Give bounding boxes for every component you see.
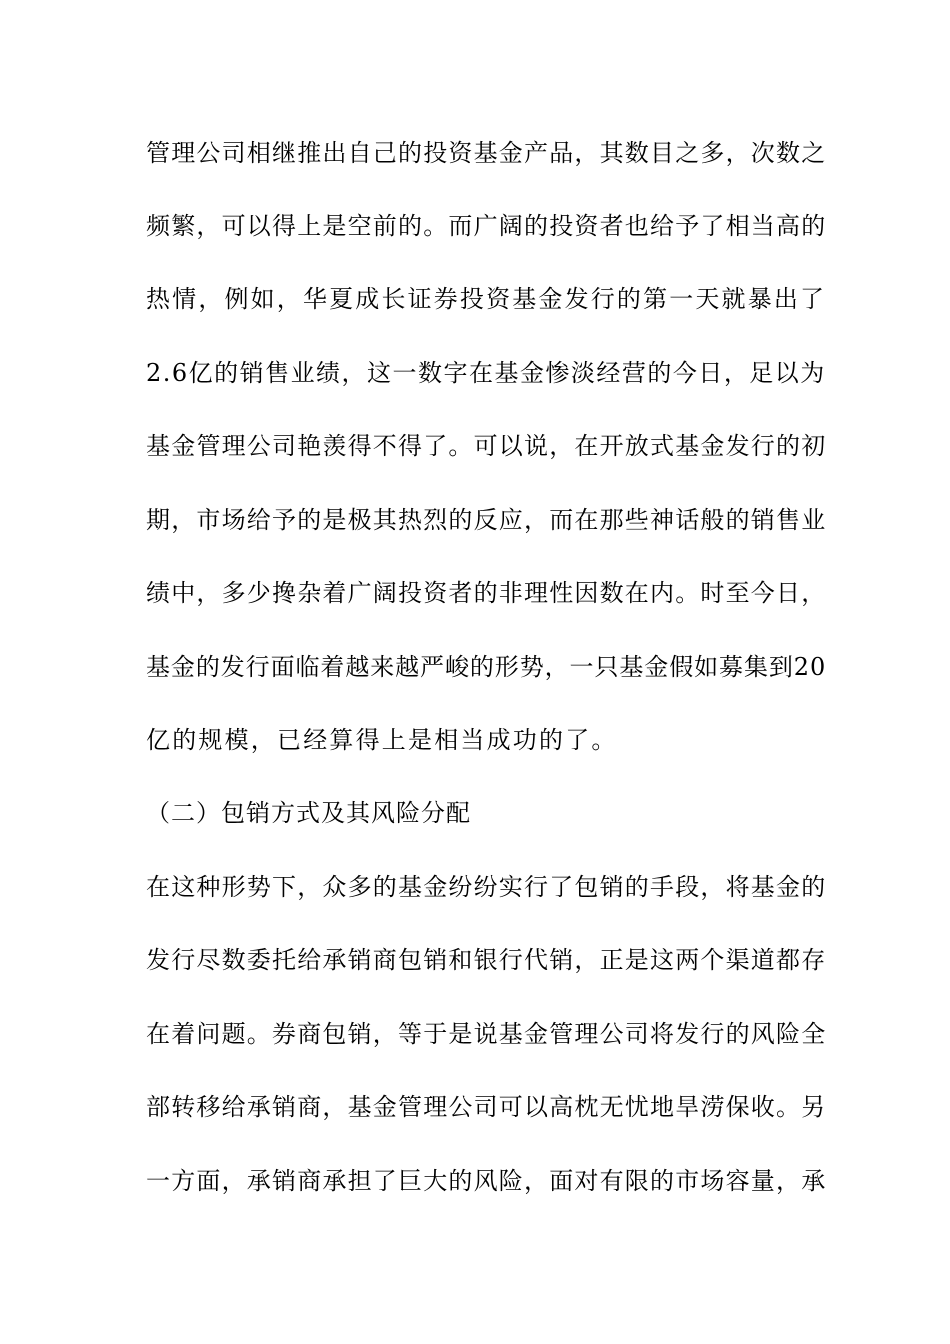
paragraph-line: 基金的发行面临着越来越严峻的形势，一只基金假如募集到20 bbox=[146, 653, 827, 681]
paragraph-line: 发行尽数委托给承销商包销和银行代销，正是这两个渠道都存 bbox=[146, 946, 827, 974]
paragraph-line: 亿的规模，已经算得上是相当成功的了。 bbox=[146, 726, 618, 754]
paragraph-line: 绩中，多少搀杂着广阔投资者的非理性因数在内。时至今日， bbox=[146, 579, 827, 607]
paragraph-line: 管理公司相继推出自己的投资基金产品，其数目之多，次数之 bbox=[146, 139, 827, 167]
paragraph-line: 频繁，可以得上是空前的。而广阔的投资者也给予了相当高的 bbox=[146, 212, 827, 240]
section-heading: （二）包销方式及其风险分配 bbox=[146, 799, 471, 827]
paragraph-line: 在着问题。券商包销，等于是说基金管理公司将发行的风险全 bbox=[146, 1020, 827, 1048]
paragraph-line: 一方面，承销商承担了巨大的风险，面对有限的市场容量，承 bbox=[146, 1167, 827, 1195]
paragraph-line: 在这种形势下，众多的基金纷纷实行了包销的手段，将基金的 bbox=[146, 873, 827, 901]
paragraph-line: 热情，例如，华夏成长证券投资基金发行的第一天就暴出了 bbox=[146, 285, 827, 313]
paragraph-line: 部转移给承销商，基金管理公司可以高枕无忧地旱涝保收。另 bbox=[146, 1093, 827, 1121]
paragraph-line: 期，市场给予的是极其热烈的反应，而在那些神话般的销售业 bbox=[146, 506, 827, 534]
paragraph-line: 基金管理公司艳羡得不得了。可以说，在开放式基金发行的初 bbox=[146, 432, 827, 460]
paragraph-line: 2.6亿的销售业绩，这一数字在基金惨淡经营的今日，足以为 bbox=[146, 359, 826, 387]
